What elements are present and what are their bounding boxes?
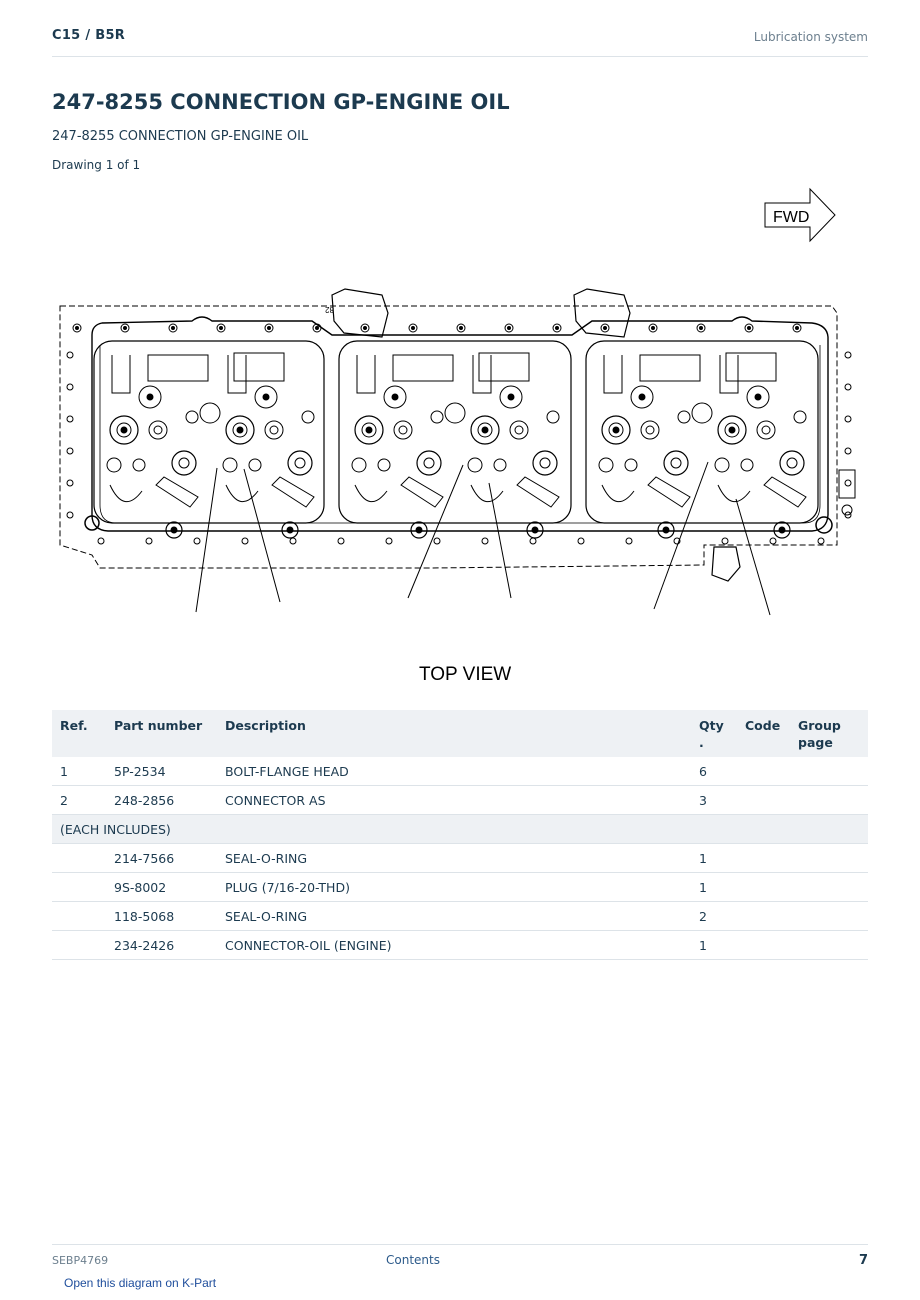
- table-row: [52, 786, 868, 815]
- page-title: 247-8255 CONNECTION GP-ENGINE OIL: [52, 90, 510, 114]
- fwd-arrow-icon: [765, 189, 835, 241]
- ref-cell: [52, 844, 106, 873]
- group-page-cell: [790, 931, 868, 960]
- page-footer: [52, 1244, 868, 1275]
- part-number-cell: 234-2426: [106, 931, 217, 960]
- contents-link[interactable]: Contents: [386, 1253, 440, 1267]
- page-header: [52, 28, 868, 57]
- qty-cell: 2: [691, 902, 737, 931]
- table-row: [52, 873, 868, 902]
- qty-cell: 1: [691, 844, 737, 873]
- code-cell: [737, 873, 790, 902]
- group-page-cell: [790, 757, 868, 786]
- page-subtitle: 247-8255 CONNECTION GP-ENGINE OIL: [52, 129, 309, 144]
- part-number-cell: 214-7566: [106, 844, 217, 873]
- fwd-label: FWD: [773, 209, 810, 226]
- description-cell: CONNECTOR-OIL (ENGINE): [217, 931, 691, 960]
- header-qty: Qty .: [691, 710, 737, 757]
- description-cell: SEAL-O-RING: [217, 844, 691, 873]
- header-part-number: Part number: [106, 710, 217, 757]
- ref-cell: [52, 873, 106, 902]
- header-code: Code: [737, 710, 790, 757]
- engine-diagram: [52, 185, 868, 685]
- table-row: [52, 844, 868, 873]
- header-ref: Ref.: [52, 710, 106, 757]
- group-page-cell: [790, 902, 868, 931]
- header-description: Description: [217, 710, 691, 757]
- part-stamp-label: 82: [325, 305, 334, 314]
- qty-cell: 3: [691, 786, 737, 815]
- qty-cell: 6: [691, 757, 737, 786]
- ref-cell: [52, 902, 106, 931]
- page-number: 7: [858, 1253, 868, 1268]
- group-page-cell: [790, 786, 868, 815]
- model-label: C15 / B5R: [52, 28, 126, 43]
- kpart-diagram-link[interactable]: Open this diagram on K-Part: [64, 1276, 217, 1290]
- table-row: [52, 902, 868, 931]
- note-cell: (EACH INCLUDES): [52, 815, 868, 844]
- parts-table-body: [52, 757, 868, 960]
- section-label: Lubrication system: [753, 30, 868, 44]
- ref-cell: [52, 931, 106, 960]
- part-number-cell: 5P-2534: [106, 757, 217, 786]
- code-cell: [737, 786, 790, 815]
- part-number-cell: 9S-8002: [106, 873, 217, 902]
- description-cell: PLUG (7/16-20-THD): [217, 873, 691, 902]
- description-cell: SEAL-O-RING: [217, 902, 691, 931]
- code-cell: [737, 902, 790, 931]
- header-group-page: Group page: [790, 710, 868, 757]
- description-cell: BOLT-FLANGE HEAD: [217, 757, 691, 786]
- parts-table: [52, 710, 868, 960]
- group-page-cell: [790, 844, 868, 873]
- table-row: [52, 757, 868, 786]
- table-header-row: [52, 710, 868, 757]
- part-number-cell: 248-2856: [106, 786, 217, 815]
- description-cell: CONNECTOR AS: [217, 786, 691, 815]
- part-number-cell: 118-5068: [106, 902, 217, 931]
- qty-cell: 1: [691, 931, 737, 960]
- qty-cell: 1: [691, 873, 737, 902]
- code-cell: [737, 931, 790, 960]
- table-note-row: [52, 815, 868, 844]
- drawing-count: Drawing 1 of 1: [52, 158, 141, 172]
- document-id: SEBP4769: [52, 1254, 109, 1267]
- view-label: TOP VIEW: [419, 664, 512, 685]
- code-cell: [737, 757, 790, 786]
- code-cell: [737, 844, 790, 873]
- group-page-cell: [790, 873, 868, 902]
- ref-cell: 2: [52, 786, 106, 815]
- ref-cell: 1: [52, 757, 106, 786]
- table-row: [52, 931, 868, 960]
